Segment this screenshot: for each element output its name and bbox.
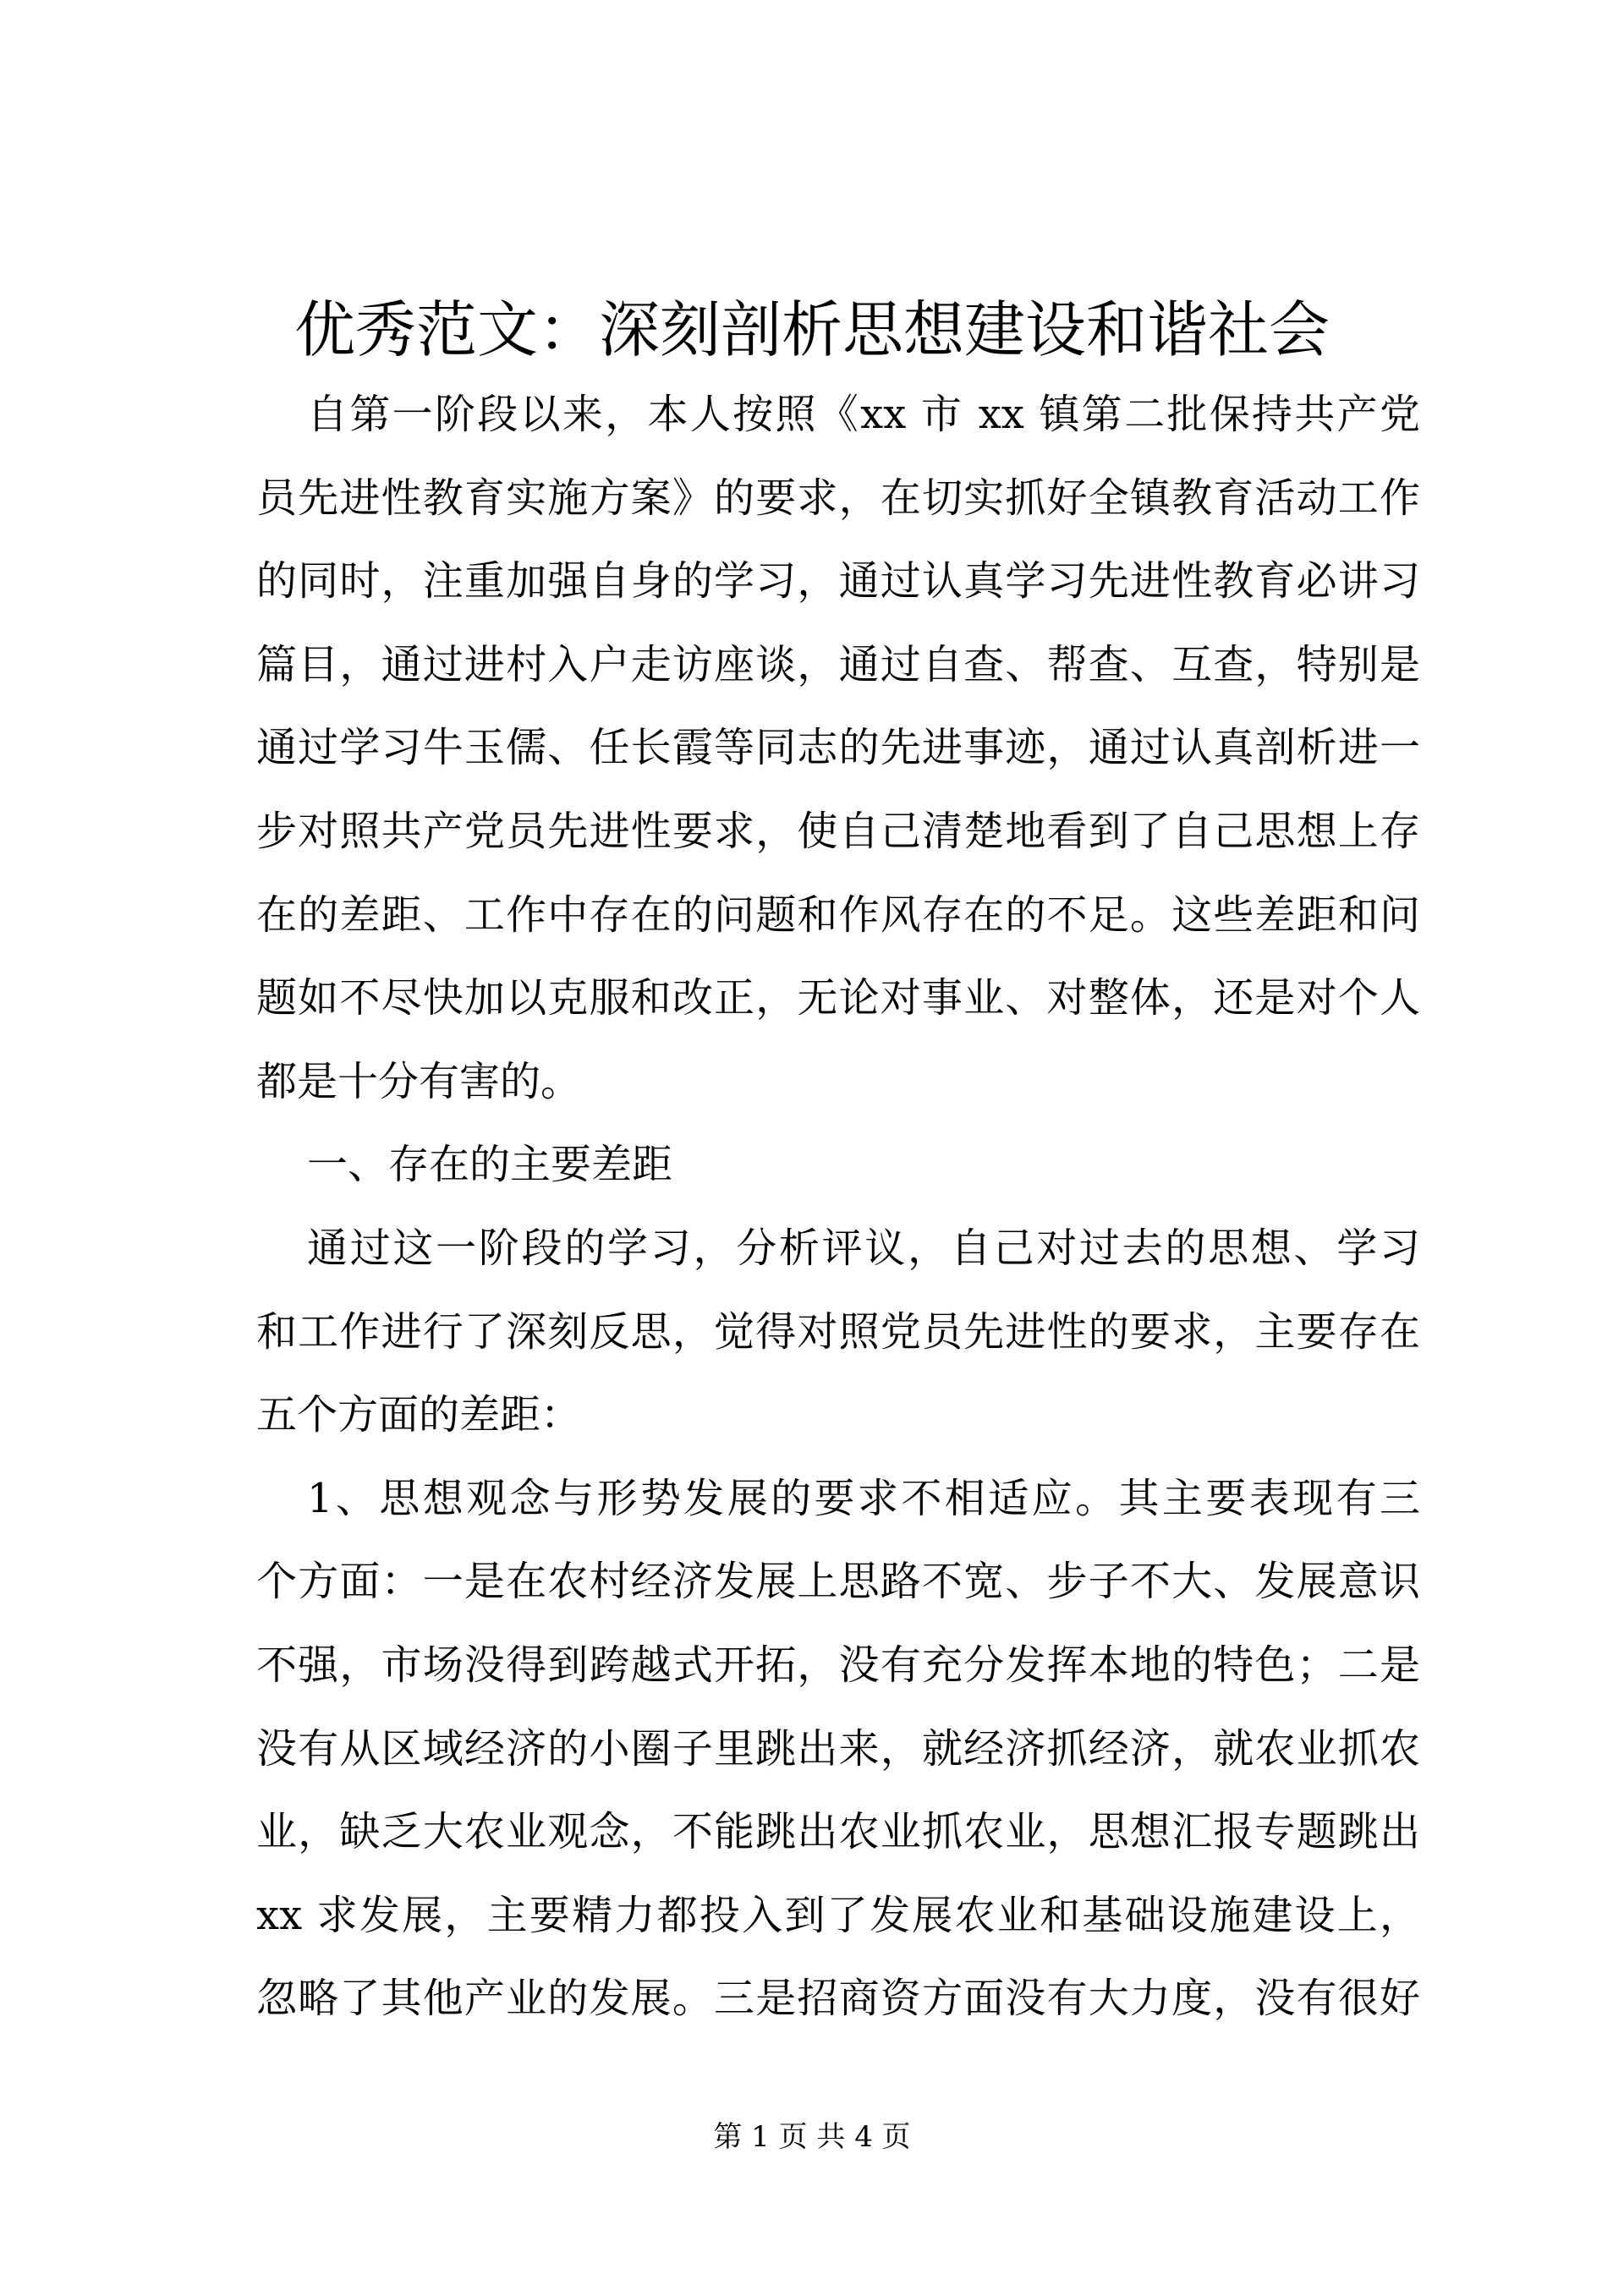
text-line: 通过学习牛玉儒、任长霞等同志的先进事迹，通过认真剖析进一 <box>256 724 1420 772</box>
paragraph <box>256 1207 1420 1457</box>
text-line: 题如不尽快加以克服和改正，无论对事业、对整体，还是对个人 <box>256 974 1420 1022</box>
paragraph <box>256 373 1420 1123</box>
text-line: 步对照共产党员先进性要求，使自己清楚地看到了自己思想上存 <box>256 807 1420 855</box>
text-line: 都是十分有害的。 <box>256 1057 582 1105</box>
text-line: 自第一阶段以来，本人按照《xx 市 xx 镇第二批保持共产党 <box>307 391 1420 438</box>
paragraph <box>256 1123 1420 1207</box>
text-line: 通过这一阶段的学习，分析评议，自己对过去的思想、学习 <box>307 1224 1420 1272</box>
document-title: 优秀范文：深刻剖析思想建设和谐社会 <box>294 294 1330 365</box>
text-line: 不强，市场没得到跨越式开拓，没有充分发挥本地的特色；二是 <box>256 1641 1420 1689</box>
page-footer: 第 1 页 共 4 页 <box>713 2120 911 2154</box>
text-line: 一、存在的主要差距 <box>307 1141 673 1189</box>
paragraph <box>256 1457 1420 2041</box>
text-line: 个方面：一是在农村经济发展上思路不宽、步子不大、发展意识 <box>256 1558 1420 1606</box>
text-line: 忽略了其他产业的发展。三是招商资方面没有大力度，没有很好 <box>256 1975 1420 2023</box>
document-body <box>256 373 1420 2041</box>
text-line: 五个方面的差距： <box>256 1391 582 1439</box>
text-line: 1、思想观念与形势发展的要求不相适应。其主要表现有三 <box>307 1474 1420 1522</box>
text-line: 篇目，通过进村入户走访座谈，通过自查、帮查、互查，特别是 <box>256 640 1420 688</box>
text-line: 的同时，注重加强自身的学习，通过认真学习先进性教育必讲习 <box>256 557 1420 606</box>
text-line: 没有从区域经济的小圈子里跳出来，就经济抓经济，就农业抓农 <box>256 1724 1420 1773</box>
text-line: xx 求发展，主要精力都投入到了发展农业和基础设施建设上， <box>256 1891 1420 1939</box>
text-line: 员先进性教育实施方案》的要求，在切实抓好全镇教育活动工作 <box>256 474 1420 522</box>
text-line: 在的差距、工作中存在的问题和作风存在的不足。这些差距和问 <box>256 890 1420 939</box>
text-line: 业，缺乏大农业观念，不能跳出农业抓农业，思想汇报专题跳出 <box>256 1808 1420 1856</box>
text-line: 和工作进行了深刻反思，觉得对照党员先进性的要求，主要存在 <box>256 1307 1420 1356</box>
